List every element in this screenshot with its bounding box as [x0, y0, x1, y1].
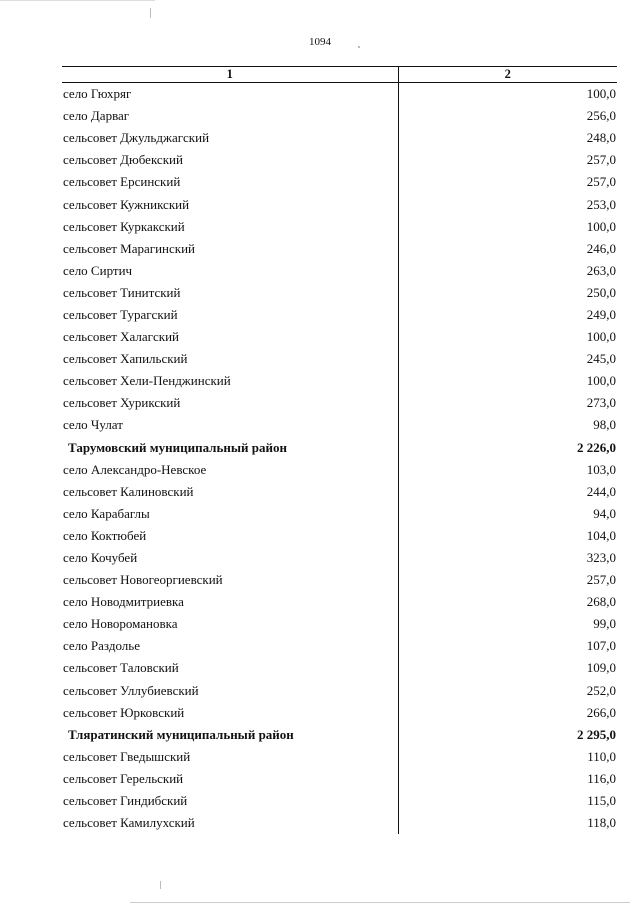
row-name: сельсовет Новогеоргиевский: [62, 569, 398, 591]
scan-speck: [130, 902, 630, 903]
row-value: 245,0: [586, 351, 616, 367]
table-row: [62, 790, 617, 812]
row-name: сельсовет Джульджагский: [62, 127, 398, 149]
row-value: 2 226,0: [577, 439, 616, 455]
row-name: село Гюхряг: [62, 83, 398, 106]
row-value: 273,0: [586, 395, 616, 411]
row-name: село Кочубей: [62, 547, 398, 569]
row-name: Тляратинский муниципальный район: [62, 724, 398, 746]
column-header-1: 1: [62, 67, 398, 83]
row-value: 100,0: [586, 86, 616, 102]
table-row: [62, 282, 617, 304]
table-row: [62, 304, 617, 326]
table-row: [62, 238, 617, 260]
row-name: сельсовет Куркакский: [62, 216, 398, 238]
table-row: [62, 503, 617, 525]
table-row: [62, 260, 617, 282]
district-row: [62, 437, 617, 459]
row-value: 115,0: [587, 793, 616, 809]
row-value: 256,0: [586, 108, 616, 124]
row-name: сельсовет Хели-Пенджинский: [62, 370, 398, 392]
table-row: [62, 193, 617, 215]
row-value: 257,0: [586, 174, 616, 190]
scan-speck: [358, 46, 360, 48]
table-row: [62, 680, 617, 702]
row-value: 263,0: [586, 262, 616, 278]
scan-speck: [160, 881, 161, 889]
row-value: 249,0: [586, 306, 616, 322]
row-value: 248,0: [586, 130, 616, 146]
table-row: [62, 768, 617, 790]
row-value: 100,0: [586, 329, 616, 345]
table-row: [62, 414, 617, 436]
row-name: сельсовет Хурикский: [62, 392, 398, 414]
row-name: село Новоромановка: [62, 613, 398, 635]
table-row: [62, 812, 617, 834]
district-row: [62, 724, 617, 746]
table-row: [62, 348, 617, 370]
row-value: 253,0: [586, 196, 616, 212]
row-value: 246,0: [586, 240, 616, 256]
row-value: 94,0: [593, 505, 616, 521]
table-row: [62, 326, 617, 348]
row-name: сельсовет Калиновский: [62, 481, 398, 503]
row-value: 116,0: [587, 770, 616, 786]
table-row: [62, 569, 617, 591]
row-value: 103,0: [586, 461, 616, 477]
row-name: село Александро-Невское: [62, 459, 398, 481]
row-name: сельсовет Хапильский: [62, 348, 398, 370]
table-row: [62, 459, 617, 481]
row-name: сельсовет Дюбекский: [62, 149, 398, 171]
table-row: [62, 635, 617, 657]
row-value: 2 295,0: [577, 726, 616, 742]
row-value: 99,0: [593, 616, 616, 632]
row-value: 107,0: [586, 638, 616, 654]
page-number: 1094: [309, 36, 331, 48]
row-name: село Новодмитриевка: [62, 591, 398, 613]
row-value: 250,0: [586, 284, 616, 300]
scan-speck: [150, 8, 151, 18]
row-name: сельсовет Гведышский: [62, 746, 398, 768]
row-name: сельсовет Марагинский: [62, 238, 398, 260]
row-value: 109,0: [586, 660, 616, 676]
table-row: [62, 149, 617, 171]
row-name: сельсовет Тинитский: [62, 282, 398, 304]
row-value: 268,0: [586, 594, 616, 610]
scan-speck: [0, 0, 155, 1]
table-row: [62, 216, 617, 238]
table-body: [62, 83, 617, 835]
row-name: село Раздолье: [62, 635, 398, 657]
row-value: 100,0: [586, 373, 616, 389]
row-name: сельсовет Уллубиевский: [62, 680, 398, 702]
row-name: сельсовет Ерсинский: [62, 171, 398, 193]
row-name: сельсовет Герельский: [62, 768, 398, 790]
table-row: [62, 525, 617, 547]
row-name: Тарумовский муниципальный район: [62, 437, 398, 459]
row-value: 104,0: [586, 527, 616, 543]
row-name: село Карабаглы: [62, 503, 398, 525]
table-row: [62, 657, 617, 679]
table-row: [62, 591, 617, 613]
table-row: [62, 392, 617, 414]
row-name: сельсовет Кужникский: [62, 193, 398, 215]
row-name: село Чулат: [62, 414, 398, 436]
table-row: [62, 613, 617, 635]
row-value: 323,0: [586, 550, 616, 566]
row-value: 252,0: [586, 682, 616, 698]
row-value: 244,0: [586, 483, 616, 499]
row-name: сельсовет Юрковский: [62, 702, 398, 724]
table-row: [62, 171, 617, 193]
table-row: [62, 547, 617, 569]
table-row: [62, 481, 617, 503]
row-value: 100,0: [586, 218, 616, 234]
table-row: [62, 702, 617, 724]
table-row: [62, 127, 617, 149]
table-row: [62, 105, 617, 127]
row-name: село Коктюбей: [62, 525, 398, 547]
row-value: 257,0: [586, 572, 616, 588]
table-header-row: [62, 67, 617, 83]
table-row: [62, 370, 617, 392]
row-name: село Дарваг: [62, 105, 398, 127]
row-value: 266,0: [586, 704, 616, 720]
row-name: сельсовет Турагский: [62, 304, 398, 326]
row-name: сельсовет Камилухский: [62, 812, 398, 834]
row-name: сельсовет Халагский: [62, 326, 398, 348]
table-row: [62, 746, 617, 768]
row-value: 257,0: [586, 152, 616, 168]
row-value: 110,0: [587, 748, 616, 764]
row-name: сельсовет Таловский: [62, 657, 398, 679]
row-name: село Сиртич: [62, 260, 398, 282]
row-value: 98,0: [593, 417, 616, 433]
row-name: сельсовет Гиндибский: [62, 790, 398, 812]
table-row: [62, 83, 617, 106]
row-value: 118,0: [587, 815, 616, 831]
column-header-2: 2: [398, 67, 617, 83]
data-table: [62, 66, 617, 834]
